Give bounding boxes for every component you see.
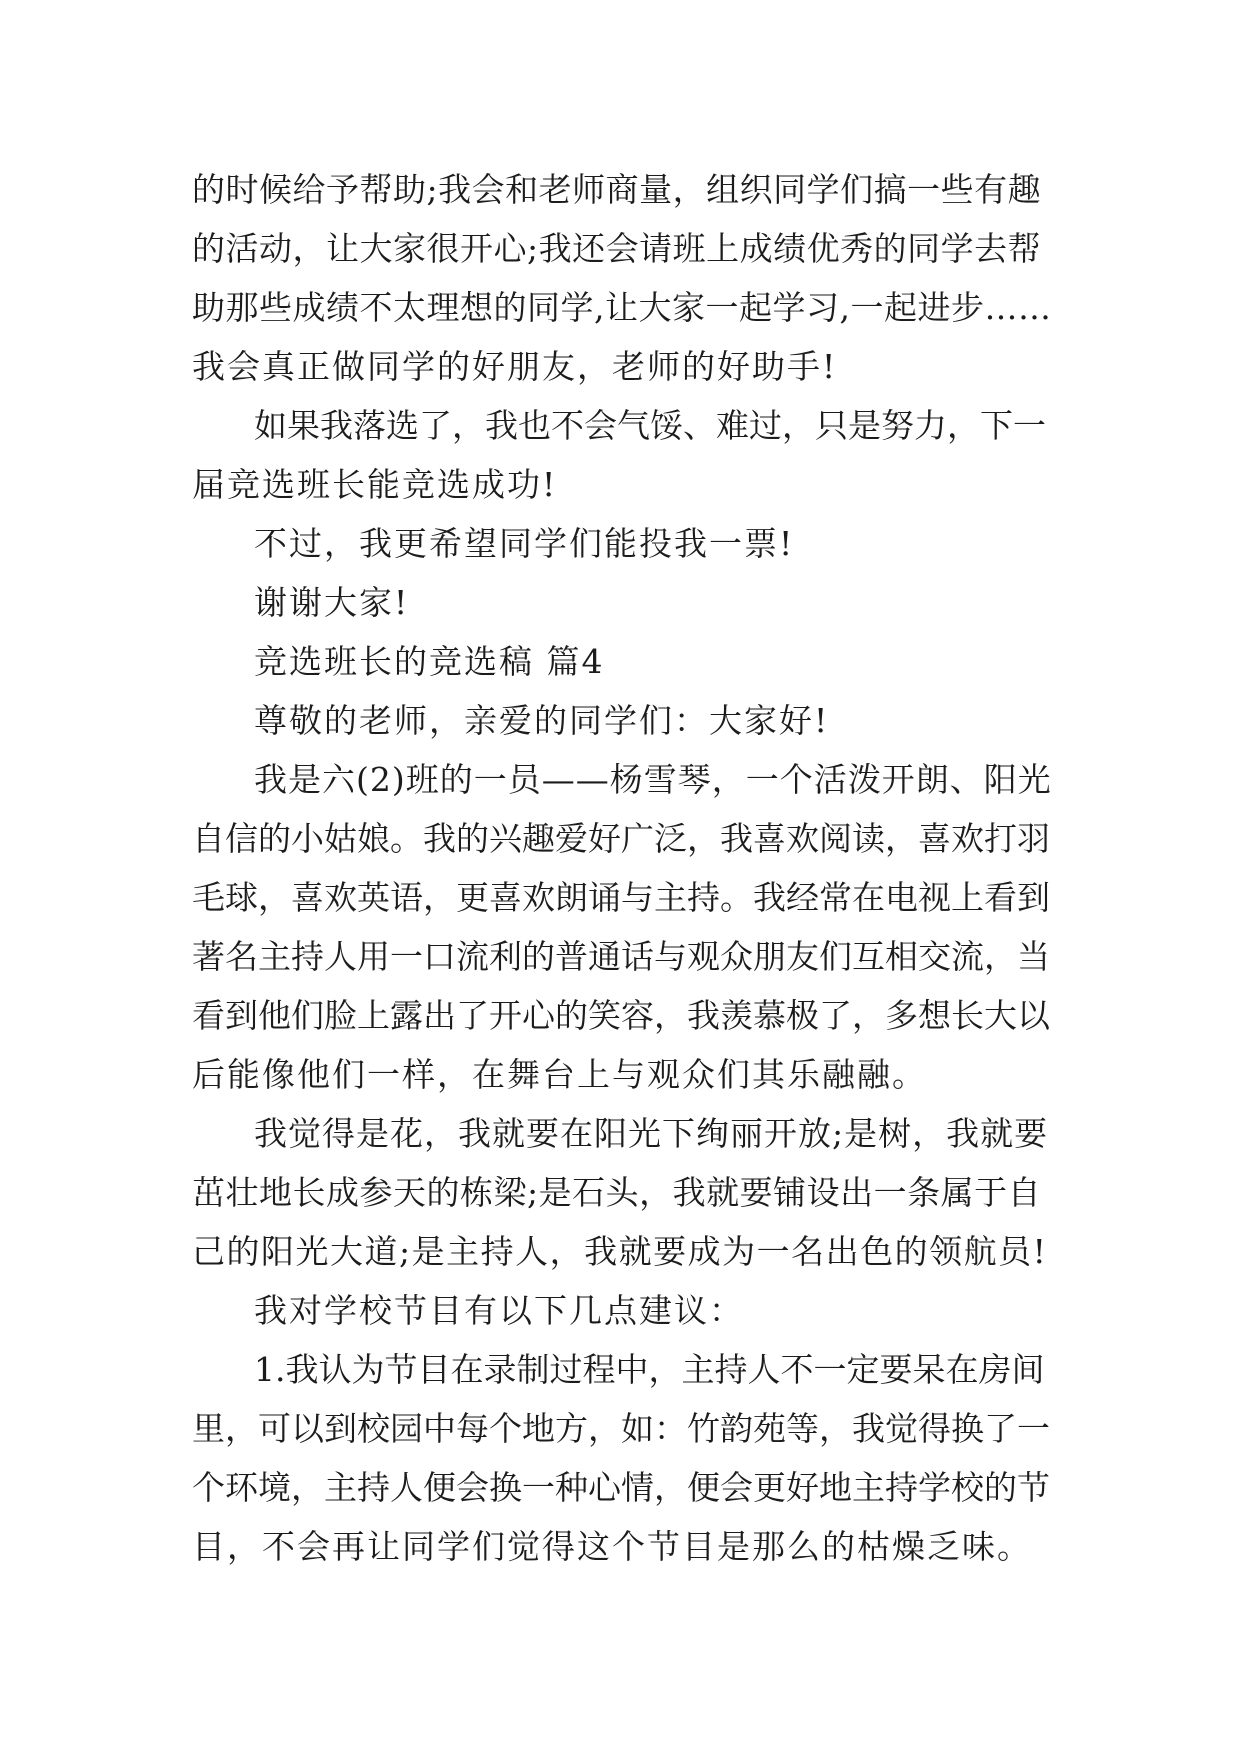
- text-line: 我是六(2)班的一员——杨雪琴，一个活泼开朗、阳光: [254, 760, 1052, 799]
- text-line: 自信的小姑娘。我的兴趣爱好广泛，我喜欢阅读，喜欢打羽: [192, 819, 1050, 858]
- text-line: 届竞选班长能竞选成功!: [192, 465, 558, 504]
- text-line: 我会真正做同学的好朋友，老师的好助手!: [192, 347, 838, 386]
- text-line: 看到他们脸上露出了开心的笑容，我羡慕极了，多想长大以: [192, 996, 1050, 1035]
- text-line: 尊敬的老师，亲爱的同学们：大家好!: [254, 701, 830, 740]
- text-line: 后能像他们一样，在舞台上与观众们其乐融融。: [192, 1055, 927, 1094]
- text-line: 我觉得是花，我就要在阳光下绚丽开放;是树，我就要: [254, 1114, 1049, 1153]
- text-line: 的活动，让大家很开心;我还会请班上成绩优秀的同学去帮: [192, 229, 1042, 268]
- text-line: 里，可以到校园中每个地方，如：竹韵苑等，我觉得换了一: [192, 1409, 1050, 1448]
- text-line: 己的阳光大道;是主持人，我就要成为一名出色的领航员!: [192, 1232, 1048, 1271]
- text-line: 如果我落选了，我也不会气馁、难过，只是努力，下一: [254, 406, 1046, 445]
- text-line: 个环境，主持人便会换一种心情，便会更好地主持学校的节: [192, 1468, 1050, 1507]
- text-line: 谢谢大家!: [254, 583, 410, 622]
- text-line: 1.我认为节目在录制过程中，主持人不一定要呆在房间: [254, 1350, 1045, 1389]
- text-line: 著名主持人用一口流利的普通话与观众朋友们互相交流，当: [192, 937, 1050, 976]
- text-line: 竞选班长的竞选稿 篇4: [254, 642, 605, 681]
- text-line: 助那些成绩不太理想的同学,让大家一起学习,一起进步……: [192, 288, 1052, 327]
- text-line: 茁壮地长成参天的栋梁;是石头，我就要铺设出一条属于自: [192, 1173, 1042, 1212]
- document-body: [192, 160, 1052, 1576]
- text-line: 我对学校节目有以下几点建议：: [254, 1291, 744, 1330]
- text-line: 的时候给予帮助;我会和老师商量，组织同学们搞一些有趣: [192, 170, 1042, 209]
- text-line: 不过，我更希望同学们能投我一票!: [254, 524, 795, 563]
- text-line: 目，不会再让同学们觉得这个节目是那么的枯燥乏味。: [192, 1527, 1032, 1566]
- text-line: 毛球，喜欢英语，更喜欢朗诵与主持。我经常在电视上看到: [192, 878, 1050, 917]
